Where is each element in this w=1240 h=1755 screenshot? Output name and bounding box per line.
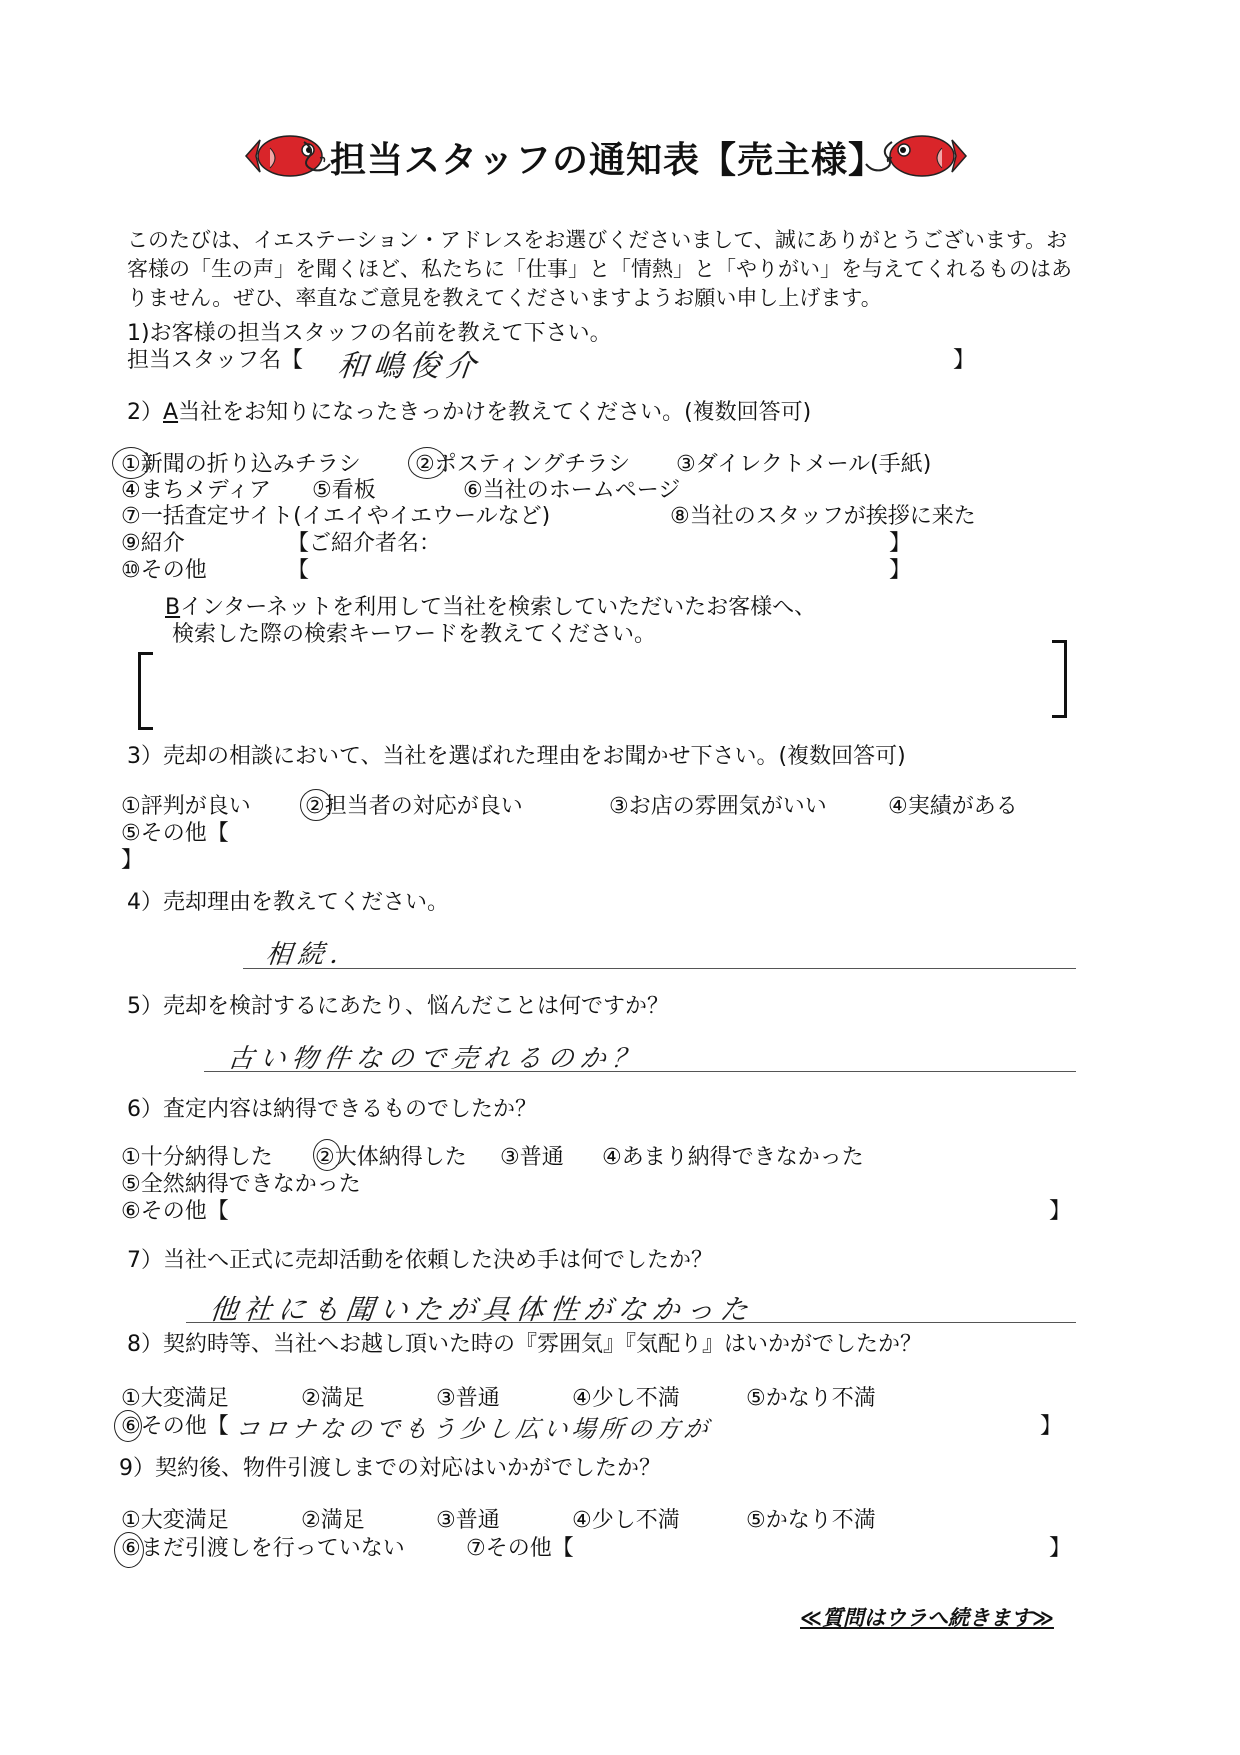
q7-question: 7）当社へ正式に売却活動を依頼した決め手は何でしたか？ [127,1248,713,1273]
q3-option-3[interactable]: ③お店の雰囲気がいい [609,794,827,819]
q2b-line1-text: インターネットを利用して当社を検索していただいたお客様へ、 [180,595,817,620]
q7-answer-line [186,1322,1076,1323]
q9-close-bracket: 】 [1049,1536,1072,1561]
keyword-box-right-bracket [1052,640,1067,718]
q1-answer: 和嶋俊介 [335,349,484,384]
q6-close-bracket: 】 [1049,1199,1072,1224]
q2a-option-1[interactable]: ①新聞の折り込みチラシ [121,452,361,477]
q8-option-4[interactable]: ④少し不満 [572,1386,680,1411]
q9-option-2[interactable]: ②満足 [301,1508,365,1533]
q4-answer: 相続． [264,940,364,970]
q8-close-bracket: 】 [1040,1414,1063,1439]
q2a-prefix: 2） [127,400,163,425]
q2a-option-8[interactable]: ⑧当社のスタッフが挨拶に来た [670,504,976,529]
q9-question: 9）契約後、物件引渡しまでの対応はいかがでしたか？ [119,1456,661,1481]
q6-option-2[interactable]: ②大体納得した [315,1145,467,1170]
q4-question: 4）売却理由を教えてください。 [127,890,449,915]
q7-answer: 他社にも聞いたが具体性がなかった [208,1293,756,1326]
q2a-letter: A [163,400,179,425]
q3-option-2[interactable]: ②担当者の対応が良い [305,794,523,819]
q2a-option-5[interactable]: ⑤看板 [312,478,376,503]
q2a-referrer-close: 】 [889,531,912,556]
q2a-other-close: 】 [889,558,912,583]
q2a-referrer-label: 【ご紹介者名： [287,531,442,556]
q2b-line2: 検索した際の検索キーワードを教えてください。 [172,622,657,647]
q5-answer-line [204,1071,1076,1072]
q6-option-5[interactable]: ⑤全然納得できなかった [121,1172,361,1197]
q5-answer: 古い物件なので売れるのか？ [226,1044,646,1074]
q8-option-3[interactable]: ③普通 [436,1386,500,1411]
q8-option-6[interactable]: ⑥その他【 [121,1414,229,1439]
q3-close-bracket: 】 [121,848,144,873]
page-title: 担当スタッフの通知表【売主様】 [330,140,886,181]
continue-note: ≪質問はウラへ続きます≫ [800,1606,1054,1630]
q9-option-5[interactable]: ⑤かなり不満 [746,1508,876,1533]
q9-option-3[interactable]: ③普通 [436,1508,500,1533]
q2a-option-7[interactable]: ⑦一括査定サイト(イエイやイエウールなど) [121,504,551,529]
q2a-option-3[interactable]: ③ダイレクトメール(手紙) [676,452,932,477]
q1-question: 1)お客様の担当スタッフの名前を教えて下さい。 [127,321,612,346]
q2b-line1 [165,595,816,621]
q2b-letter: B [165,595,181,620]
q2a-option-4[interactable]: ④まちメディア [121,478,271,503]
q3-question: 3）売却の相談において、当社を選ばれた理由をお聞かせ下さい。(複数回答可) [127,744,906,769]
q4-answer-line [243,968,1076,969]
q9-option-1[interactable]: ①大変満足 [121,1508,229,1533]
q3-option-4[interactable]: ④実績がある [888,794,1018,819]
q6-option-3[interactable]: ③普通 [500,1145,564,1170]
q5-question: 5）売却を検討するにあたり、悩んだことは何ですか？ [127,994,669,1019]
q9-option-7[interactable]: ⑦その他【 [466,1536,574,1561]
q8-option-1[interactable]: ①大変満足 [121,1386,229,1411]
q2a-question [127,400,811,426]
q1-close-bracket: 】 [953,348,976,373]
q2a-question-text: 当社をお知りになったきっかけを教えてください。(複数回答可) [178,400,812,425]
q8-option-5[interactable]: ⑤かなり不満 [746,1386,876,1411]
q6-option-6[interactable]: ⑥その他【 [121,1199,229,1224]
q2a-option-9[interactable]: ⑨紹介 [121,531,185,556]
q2a-option-10[interactable]: ⑩その他 [121,558,207,583]
q1-label: 担当スタッフ名【 [127,348,304,373]
q8-question: 8）契約時等、当社へお越し頂いた時の『雰囲気』『気配り』はいかがでしたか？ [127,1332,922,1357]
keyword-box-left-bracket [138,652,153,730]
intro-text: このたびは、イエステーション・アドレスをお選びくださいまして、誠にありがとうございます。お客様の「生の声」を聞くほど、私たちに「仕事」と「情熱」と「やりがい」を与えてくれるものはありません。ぜひ、率直なご意見を教えてくださいますようお願い申し上げます。 [127,228,1072,310]
q2a-other-open: 【 [287,558,310,583]
q6-question: 6）査定内容は納得できるものでしたか？ [127,1097,537,1122]
q6-option-4[interactable]: ④あまり納得できなかった [602,1145,864,1170]
q3-option-5[interactable]: ⑤その他【 [121,821,229,846]
q3-option-1[interactable]: ①評判が良い [121,794,251,819]
q9-option-6[interactable]: ⑥まだ引渡しを行っていない [121,1536,405,1561]
right-fish-icon [880,128,972,184]
q2a-option-6[interactable]: ⑥当社のホームページ [463,478,681,503]
q2a-option-2[interactable]: ②ポスティングチラシ [415,452,631,477]
q6-option-1[interactable]: ①十分納得した [121,1145,273,1170]
q8-answer: コロナなのでもう少し広い場所の方が [234,1415,714,1443]
q9-option-4[interactable]: ④少し不満 [572,1508,680,1533]
q8-option-2[interactable]: ②満足 [301,1386,365,1411]
